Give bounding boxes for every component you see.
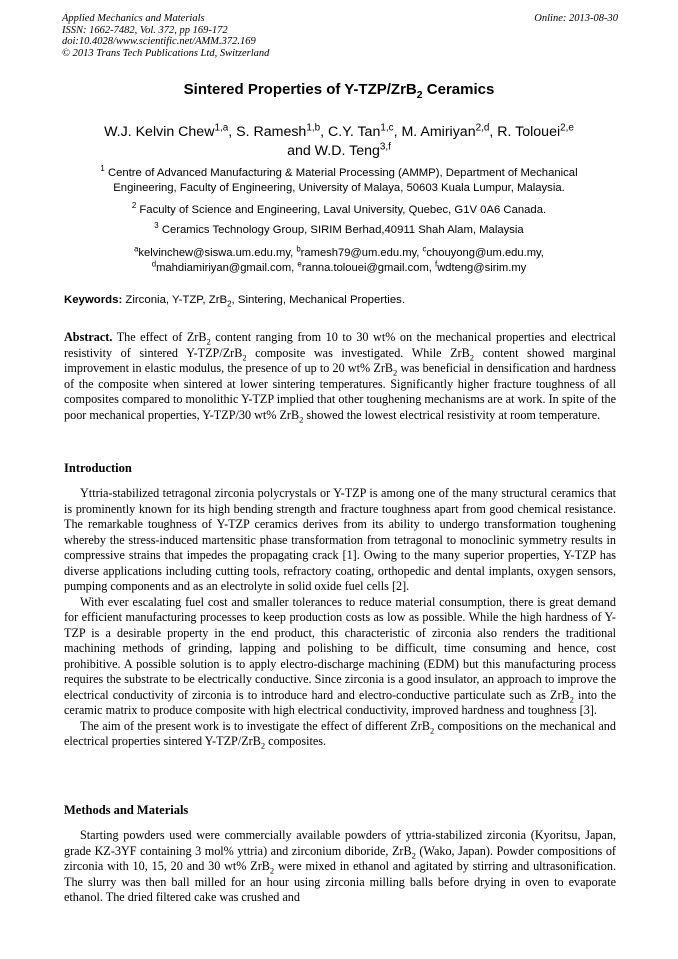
email-address[interactable]: chouyong@um.edu.my, (426, 247, 544, 259)
abstract-text: content ranging from 10 to 30 wt% on the mechanical properties and electrical resistivity of sintered Y-TZP/ZrB (64, 330, 616, 360)
title-tail: Ceramics (422, 81, 495, 98)
paragraph (64, 828, 616, 906)
section-heading-methods: Methods and Materials (64, 803, 189, 817)
keywords-text: Zirconia, Y-TZP, ZrB (122, 294, 228, 306)
keywords-sub: 2 (227, 299, 232, 309)
affil-text: Ceramics Technology Group, SIRIM Berhad,40911 Shah Alam, Malaysia (161, 224, 524, 236)
keywords (64, 294, 620, 309)
author-name: C.Y. Tan (328, 124, 381, 140)
abstract-text: was beneficial in densification and hardness of the composite when sintered at lower sintering temperatures. Significantly higher fracture toughness of all composites compared to monolithic Y-TZP implied that other toughening mechanisms are at work. In spite of the poor mechanical properties, Y-TZP/30 wt% ZrB (64, 361, 616, 422)
affil-number: 1 (100, 164, 105, 174)
title-main: Sintered Properties of Y-TZP/ZrB (183, 81, 417, 98)
subscript: 2 (206, 336, 211, 347)
journal-issn: ISSN: 1662-7482, Vol. 372, pp 169-172 (62, 24, 228, 36)
affiliation-2 (60, 203, 618, 218)
paragraph-text: into the ceramic matrix to produce composite with high electrical conductivity, improved hardness and toughness [3]. (64, 687, 616, 717)
journal-doi: doi:10.4028/www.scientific.net/AMM.372.169 (62, 36, 256, 47)
paper-title (0, 81, 678, 101)
journal-name: Applied Mechanics and Materials (62, 13, 205, 24)
paragraph (64, 719, 616, 750)
keywords-text: , Sintering, Mechanical Properties. (231, 294, 406, 306)
affil-text: Faculty of Science and Engineering, Laval University, Quebec, G1V 0A6 Canada. (139, 204, 547, 216)
affiliation-3 (60, 223, 618, 238)
subscript: 2 (569, 693, 574, 704)
email-marker: a (134, 244, 139, 254)
paragraph-text: (Wako, Japan). Powder compositions of zirconia with 10, 15, 20 and 30 wt% ZrB (64, 843, 616, 873)
paragraph (64, 595, 616, 719)
abstract-text: showed the lowest electrical resistivity at room temperature. (303, 407, 601, 422)
subscript: 2 (411, 849, 416, 860)
email-marker: d (151, 258, 157, 268)
email-marker: f (435, 258, 438, 268)
author-affil: 1,a (214, 122, 229, 134)
paragraph-text: were mixed in ethanol and agitated by stirring and ultrasonification. The slurry was then ball milled for an hour using zirconia milling balls before drying in oven to evaporate ethanol. The dried filtered cake was crushed and (64, 859, 617, 904)
author-sep: , (489, 124, 498, 140)
author-sep: , (320, 124, 329, 140)
paragraph-text: The aim of the present work is to investigate the effect of different ZrB (80, 718, 430, 733)
title-sub: 2 (416, 89, 423, 101)
paragraph-text: With ever escalating fuel cost and smaller tolerances to reduce material consumption, there is great demand for efficient manufacturing processes to keep production costs as low as possible. While the high hardness of Y-TZP is a desirable property in the end product, this characteristic of zirconia also renders the traditional machining methods of grinding, lapping and polishing to be difficult, time consuming and hence, cost prohibitive. A possible solution is to apply electro-discharge machining (EDM) but this manufacturing process requires the substrate to be electrically conductive. Since zirconia is a good insulator, an approach to improve the electrical conductivity of zirconia is to introduce hard and electro-conductive particulate such as ZrB (64, 594, 616, 702)
author-affil: 2,d (475, 122, 490, 134)
section-heading-introduction: Introduction (64, 461, 132, 475)
author-name: S. Ramesh (236, 124, 307, 140)
paragraph-text: composites. (265, 734, 327, 748)
affil-number: 3 (154, 221, 159, 231)
author-affil: 1,c (380, 122, 394, 134)
author-name: R. Tolouei (497, 124, 561, 140)
online-date: Online: 2013-08-30 (534, 13, 618, 24)
author-affil: 1,b (306, 122, 321, 134)
author-name: and W.D. Teng (287, 143, 380, 159)
subscript: 2 (429, 724, 435, 735)
author-affil: 2,e (560, 122, 574, 134)
subscript: 2 (242, 351, 247, 362)
author-sep: , (228, 124, 237, 140)
subscript: 2 (260, 740, 266, 751)
email-address[interactable]: ranna.tolouei@gmail.com, (301, 261, 435, 274)
abstract-text: content showed marginal improvement in elastic modulus, the presence of up to 20 wt% ZrB (64, 345, 616, 375)
abstract (64, 330, 616, 423)
email-marker: e (297, 258, 302, 268)
subscript: 2 (393, 367, 398, 378)
author-name: M. Amiriyan (401, 124, 476, 140)
methods-body (64, 828, 616, 906)
abstract-text: composite was investigated. While ZrB (246, 345, 470, 360)
email-address[interactable]: ramesh79@um.edu.my, (300, 247, 423, 259)
introduction-body (64, 486, 616, 750)
affil-number: 2 (131, 201, 137, 211)
author-name: W.J. Kelvin Chew (104, 124, 215, 140)
abstract-text: The effect of ZrB (112, 330, 207, 344)
subscript: 2 (469, 351, 474, 362)
email-marker: c (422, 244, 427, 254)
paragraph: Yttria-stabilized tetragonal zirconia polycrystals or Y-TZP is among one of the many structural ceramics that is prominently known for its high bending strength and fracture toughness apart from good chemical resistance. The remarkable toughness of Y-TZP ceramics derives from its ability to undergo transformation toughening whereby the stress-induced martensitic phase transformation from tetragonal to monoclinic symmetry results in compressive strains that impedes the propagating crack [1]. Owing to the many superior properties, Y-TZP has diverse applications including cutting tools, refractory coating, orthopedic and dental implants, oxygen sensors, pumping components and as an electrolyte in solid oxide fuel cells [2]. (64, 486, 616, 593)
affil-text: Engineering, Faculty of Engineering, University of Malaya, 50603 Kuala Lumpur, Malaysia. (113, 182, 565, 194)
subscript: 2 (269, 865, 275, 876)
affiliation-1 (60, 166, 618, 196)
email-list (60, 246, 618, 275)
email-marker: b (296, 244, 301, 254)
journal-header (62, 13, 618, 59)
journal-copyright: © 2013 Trans Tech Publications Ltd, Switzerland (62, 47, 270, 59)
keywords-label: Keywords: (64, 294, 123, 306)
email-address[interactable]: wdteng@sirim.my (437, 261, 527, 274)
paragraph-text: compositions on the mechanical and electrical properties sintered Y-TZP/ZrB (64, 718, 616, 748)
paragraph-text: Starting powders used were commercially available powders of yttria-stabilized zirconia (Kyoritsu, Japan, grade KZ-3YF containing 3 mol% yttria) and zirconium diboride, ZrB (64, 828, 616, 858)
affil-text: Centre of Advanced Manufacturing & Material Processing (AMMP), Department of Mechanical (107, 167, 578, 179)
author-list (60, 123, 618, 161)
email-address[interactable]: kelvinchew@siswa.um.edu.my, (138, 247, 297, 259)
email-address[interactable]: mahdiamiriyan@gmail.com, (156, 261, 298, 274)
abstract-label: Abstract. (64, 330, 113, 344)
author-sep: , (393, 124, 402, 140)
author-affil: 3,f (379, 141, 391, 153)
subscript: 2 (299, 413, 304, 424)
